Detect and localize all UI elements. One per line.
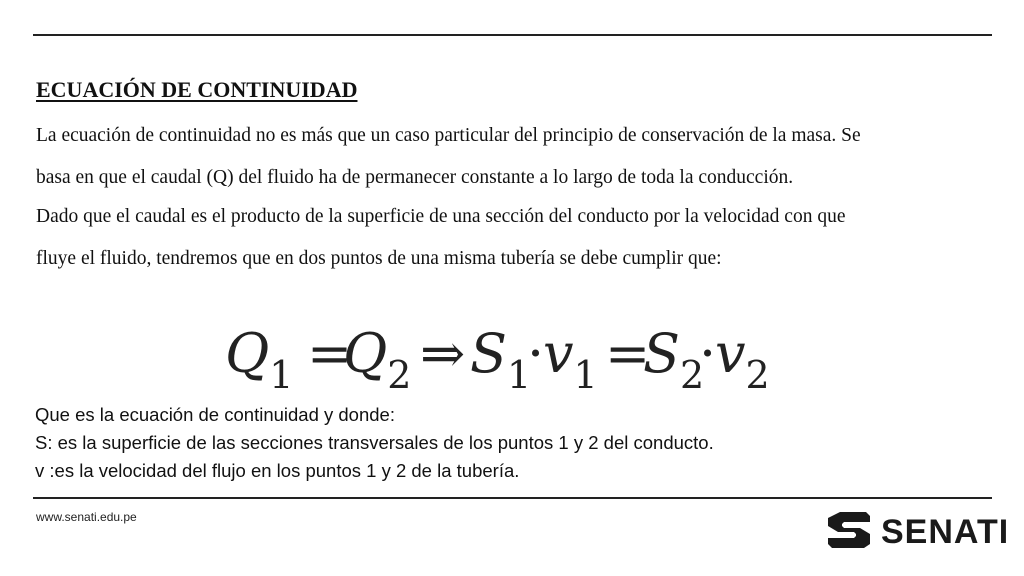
paragraph-line: Dado que el caudal es el producto de la superficie de una sección del conducto por la velocidad con que (36, 206, 846, 227)
senati-logo-text: SENATI (881, 513, 1010, 551)
website-url: www.senati.edu.pe (36, 510, 137, 524)
definitions (35, 401, 714, 485)
paragraph-line: basa en que el caudal (Q) del fluido ha de permanecer constante a lo largo de toda la conducción. (36, 167, 794, 188)
equation-term-q1: $Q_1$ (225, 322, 294, 397)
bottom-divider (33, 497, 992, 499)
equation-equals: = (307, 322, 353, 385)
paragraph-continuity-intro (36, 115, 1006, 199)
equation-dot: · (527, 322, 545, 385)
equation-term-s1: $S_1$ (470, 322, 532, 397)
senati-s-icon (826, 510, 872, 550)
definition-line: v :es la velocidad del flujo en los puntos 1 y 2 de la tubería. (35, 460, 520, 481)
paragraph-line: fluye el fluido, tendremos que en dos puntos de una misma tubería se debe cumplir que: (36, 248, 722, 269)
equation-term-s2: $S_2$ (643, 322, 705, 397)
paragraph-line: La ecuación de continuidad no es más que un caso particular del principio de conservación de la masa. Se (36, 125, 861, 146)
slide-heading: ECUACIÓN DE CONTINUIDAD (36, 77, 358, 102)
equation-dot: · (699, 322, 717, 385)
top-divider (33, 34, 992, 36)
definition-line: Que es la ecuación de continuidad y donde: (35, 404, 395, 425)
equation-implies: ⇒ (420, 322, 466, 385)
definition-line: S: es la superficie de las secciones transversales de los puntos 1 y 2 del conducto. (35, 432, 714, 453)
equation-term-q2: $Q_2$ (343, 322, 412, 397)
equation-equals: = (605, 322, 651, 385)
equation-term-v1: $v_1$ (543, 322, 598, 397)
equation-term-v2: $v_2$ (715, 322, 770, 397)
paragraph-caudal-explanation (36, 196, 1006, 280)
